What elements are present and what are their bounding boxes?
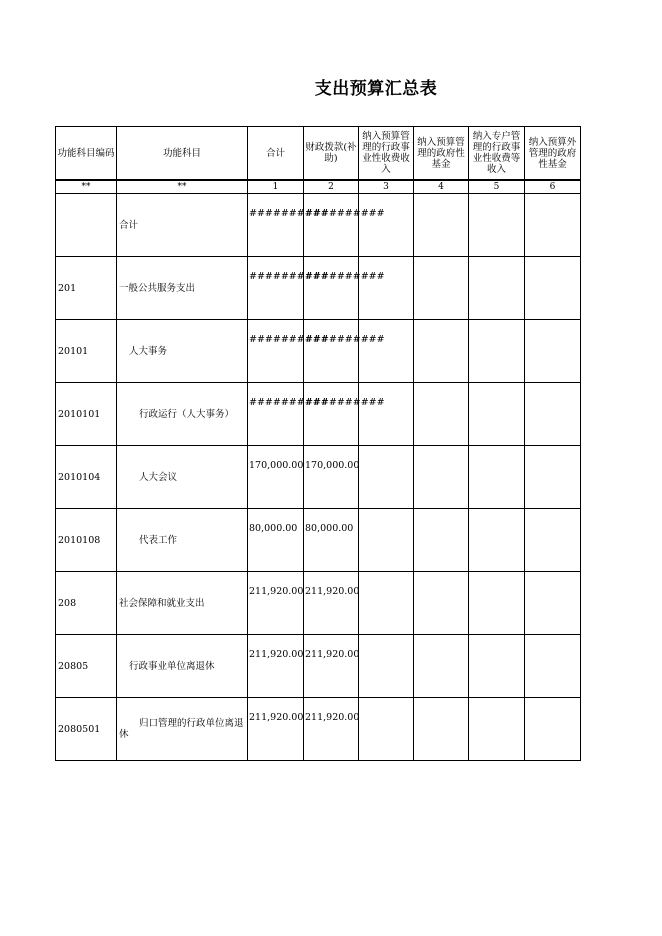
row-gov-fund (414, 446, 469, 509)
table-row (56, 383, 581, 446)
row-admin-fee (359, 257, 414, 320)
row-gov-fund (414, 572, 469, 635)
row-outside-fund (525, 509, 581, 572)
row-outside-fund (525, 320, 581, 383)
row-outside-fund (525, 194, 581, 257)
row-name: 一般公共服务支出 (117, 257, 248, 320)
row-total: 211,920.00 (248, 635, 304, 698)
table-row (56, 698, 581, 761)
row-fiscal: 211,920.00 (304, 635, 359, 698)
table-row (56, 194, 581, 257)
row-admin-fee (359, 635, 414, 698)
row-admin-fee (359, 383, 414, 446)
row-total: 211,920.00 (248, 572, 304, 635)
row-code: 2080501 (56, 698, 117, 761)
row-outside-fund (525, 572, 581, 635)
row-special (469, 635, 525, 698)
row-total: ########## (248, 320, 304, 383)
index-cell: 4 (414, 180, 469, 194)
row-fiscal: 211,920.00 (304, 572, 359, 635)
row-name: 行政事业单位离退休 (117, 635, 248, 698)
row-outside-fund (525, 446, 581, 509)
row-gov-fund (414, 698, 469, 761)
row-special (469, 698, 525, 761)
header-code: 功能科目编码 (56, 127, 117, 181)
row-fiscal: 170,000.00 (304, 446, 359, 509)
row-special (469, 446, 525, 509)
row-special (469, 572, 525, 635)
row-name: 人大事务 (117, 320, 248, 383)
row-code: 2010104 (56, 446, 117, 509)
row-name: 合计 (117, 194, 248, 257)
index-cell: 1 (248, 180, 304, 194)
index-cell: 3 (359, 180, 414, 194)
row-fiscal: ########## (304, 320, 359, 383)
table-row (56, 320, 581, 383)
row-code: 20101 (56, 320, 117, 383)
expenditure-summary-table (55, 126, 581, 761)
header-fiscal: 财政拨款(补助) (304, 127, 359, 181)
row-admin-fee (359, 572, 414, 635)
row-fiscal: ########## (304, 257, 359, 320)
row-code: 2010101 (56, 383, 117, 446)
header-admin-fee: 纳入预算管理的行政事业性收费收入 (359, 127, 414, 181)
row-code: 208 (56, 572, 117, 635)
row-gov-fund (414, 257, 469, 320)
row-admin-fee (359, 698, 414, 761)
header-row (56, 127, 581, 181)
row-special (469, 509, 525, 572)
row-outside-fund (525, 383, 581, 446)
row-total: ########## (248, 383, 304, 446)
row-gov-fund (414, 194, 469, 257)
header-name: 功能科目 (117, 127, 248, 181)
index-cell: 5 (469, 180, 525, 194)
table-row (56, 572, 581, 635)
row-name: 行政运行（人大事务） (117, 383, 248, 446)
row-admin-fee (359, 194, 414, 257)
header-gov-fund: 纳入预算管理的政府性基金 (414, 127, 469, 181)
row-gov-fund (414, 509, 469, 572)
row-name: 代表工作 (117, 509, 248, 572)
table-row (56, 257, 581, 320)
row-name: 人大会议 (117, 446, 248, 509)
row-total: ########## (248, 194, 304, 257)
row-fiscal: 211,920.00 (304, 698, 359, 761)
index-cell: 6 (525, 180, 581, 194)
index-cell: ** (117, 180, 248, 194)
row-gov-fund (414, 635, 469, 698)
row-code: 20805 (56, 635, 117, 698)
row-outside-fund (525, 635, 581, 698)
page-title-text: 支出预算汇总表 (314, 79, 438, 99)
row-fiscal: ########## (304, 383, 359, 446)
row-code (56, 194, 117, 257)
row-total: ########## (248, 257, 304, 320)
row-special (469, 194, 525, 257)
row-gov-fund (414, 383, 469, 446)
row-code: 201 (56, 257, 117, 320)
row-outside-fund (525, 257, 581, 320)
row-outside-fund (525, 698, 581, 761)
row-admin-fee (359, 320, 414, 383)
row-total: 170,000.00 (248, 446, 304, 509)
row-total: 80,000.00 (248, 509, 304, 572)
row-name: 归口管理的行政单位离退休 (117, 698, 248, 761)
header-special: 纳入专户管理的行政事业性收费等收入 (469, 127, 525, 181)
table-row (56, 446, 581, 509)
index-cell: 2 (304, 180, 359, 194)
row-code: 2010108 (56, 509, 117, 572)
row-gov-fund (414, 320, 469, 383)
index-row (56, 180, 581, 194)
table-row (56, 509, 581, 572)
page-title (0, 74, 662, 99)
row-special (469, 320, 525, 383)
row-total: 211,920.00 (248, 698, 304, 761)
header-total: 合计 (248, 127, 304, 181)
row-name: 社会保障和就业支出 (117, 572, 248, 635)
index-cell: ** (56, 180, 117, 194)
table-row (56, 635, 581, 698)
row-special (469, 257, 525, 320)
row-special (469, 383, 525, 446)
header-outside-fund: 纳入预算外管理的政府性基金 (525, 127, 581, 181)
row-fiscal: 80,000.00 (304, 509, 359, 572)
row-admin-fee (359, 509, 414, 572)
row-fiscal: ########## (304, 194, 359, 257)
row-admin-fee (359, 446, 414, 509)
